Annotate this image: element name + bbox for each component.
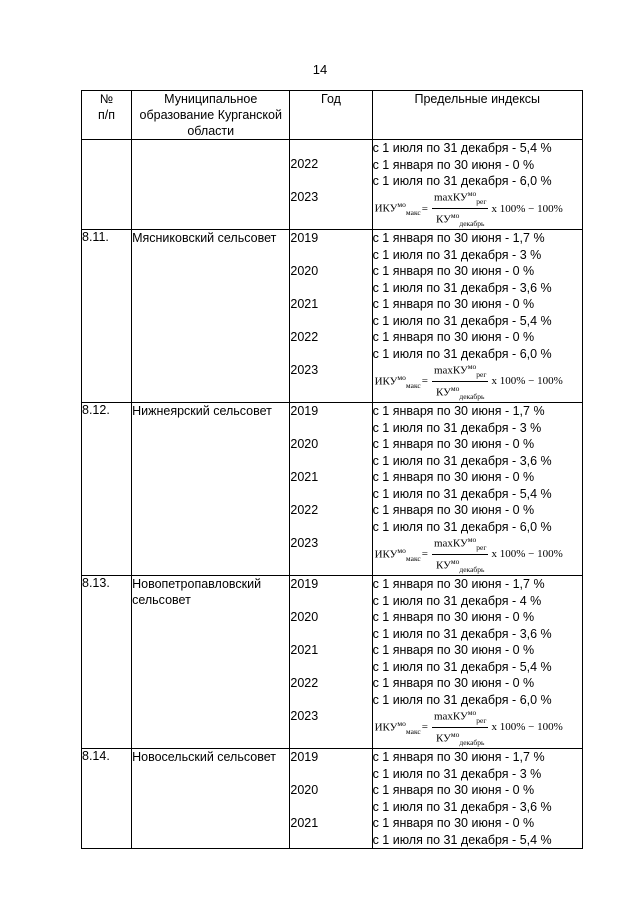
index-line: с 1 января по 30 июня - 0 % [372,264,535,278]
year-cell: 2022 [290,330,319,344]
index-line: с 1 июля по 31 декабря - 3 % [372,766,542,781]
formula-eq: = [421,721,428,733]
formula-fraction: $\frac{\max КУ^{мо}_{рег}}{КУ^{мо}_{декабрь}}$ [433,189,487,228]
formula [373,362,582,400]
row-num: 8.14. [82,749,132,849]
index-line: с 1 января по 30 июня - 0 % [372,676,535,690]
index-line: с 1 января по 30 июня - 1,7 % [372,231,545,245]
year-cell: 2019 [290,577,319,591]
index-line: с 1 января по 30 июня - 0 % [372,643,535,657]
index-line: с 1 июля по 31 декабря - 6,0 % [372,346,552,361]
year-cell: 2023 [290,709,319,723]
year-cell: 2023 [290,190,319,204]
index-line: с 1 июля по 31 декабря - 6,0 % [372,519,552,534]
year-cell: 2021 [290,297,319,311]
header-indices: Предельные индексы [372,91,582,140]
formula [373,190,582,228]
index-line: с 1 января по 30 июня - 0 % [372,470,535,484]
row-name: Новопетропавловский сельсовет [132,576,290,749]
formula-eq: = [421,548,428,560]
formula-lhs: $ИКУ^{мо}_{макс}$ [374,372,421,390]
formula-eq: = [421,375,428,387]
formula-tail: x 100% − 100% [491,375,563,387]
index-line: с 1 июля по 31 декабря - 3 % [372,247,542,262]
table-header-row [82,91,583,140]
index-line: с 1 января по 30 июня - 0 % [372,330,535,344]
row-name: Нижнеярский сельсовет [132,403,290,576]
index-line: с 1 января по 30 июня - 0 % [372,816,535,830]
indices-table [81,90,583,849]
year-cell: 2020 [290,783,319,797]
index-line: с 1 января по 30 июня - 1,7 % [372,577,545,591]
index-line: с 1 июля по 31 декабря - 5,4 % [372,313,552,328]
formula-tail: x 100% − 100% [491,202,563,215]
table-row [82,140,583,230]
row-years [290,749,372,849]
row-years [290,403,372,576]
year-cell: 2023 [290,363,319,377]
index-line: с 1 июля по 31 декабря - 3,6 % [372,799,552,814]
year-cell: 2021 [290,816,319,830]
index-line: с 1 января по 30 июня - 1,7 % [372,404,545,418]
spacer [290,140,371,156]
row-years [290,140,372,230]
year-cell: 2020 [290,437,319,451]
index-line: с 1 января по 30 июня - 0 % [372,297,535,311]
header-num: № п/п [82,91,132,140]
year-cell: 2022 [290,676,319,690]
formula-eq: = [421,202,428,215]
row-num [82,140,132,230]
index-line: с 1 января по 30 июня - 0 % [372,437,535,451]
index-line: с 1 июля по 31 декабря - 5,4 % [372,141,552,155]
index-line: с 1 января по 30 июня - 0 % [372,610,535,624]
formula-lhs: $ИКУ^{мо}_{макс}$ [374,545,421,563]
index-line: с 1 июля по 31 декабря - 6,0 % [372,174,552,188]
row-years [290,230,372,403]
index-line: с 1 июля по 31 декабря - 5,4 % [372,486,552,501]
year-cell: 2020 [290,610,319,624]
header-year: Год [290,91,372,140]
row-indices [372,749,582,849]
formula-tail: x 100% − 100% [491,548,563,560]
row-name: Новосельский сельсовет [132,749,290,849]
index-line: с 1 января по 30 июня - 0 % [372,157,535,172]
index-line: с 1 июля по 31 декабря - 3,6 % [372,280,552,295]
formula [373,708,582,746]
index-line: с 1 января по 30 июня - 0 % [372,503,535,517]
index-line: с 1 июля по 31 декабря - 6,0 % [372,692,552,707]
row-years [290,576,372,749]
row-indices [372,230,582,403]
index-line: с 1 июля по 31 декабря - 3,6 % [372,453,552,468]
row-indices [372,403,582,576]
formula-tail: x 100% − 100% [491,721,563,733]
year-cell: 2021 [290,643,319,657]
year-cell: 2023 [290,536,319,550]
year-cell: 2020 [290,264,319,278]
index-line: с 1 июля по 31 декабря - 4 % [372,593,542,608]
row-indices [372,140,582,230]
table-row [82,576,583,749]
formula-fraction: $\frac{\max КУ^{мо}_{рег}}{КУ^{мо}_{декабрь}}$ [433,707,487,747]
year-cell: 2021 [290,470,319,484]
index-line: с 1 января по 30 июня - 0 % [372,783,535,797]
year-cell: 2019 [290,231,319,245]
table-row [82,230,583,403]
row-num: 8.12. [82,403,132,576]
row-name [132,140,290,230]
year-cell: 2019 [290,750,319,764]
year-cell: 2022 [290,503,319,517]
index-line: с 1 июля по 31 декабря - 3,6 % [372,626,552,641]
row-num: 8.11. [82,230,132,403]
index-line: с 1 июля по 31 декабря - 5,4 % [372,832,552,847]
formula-fraction: $\frac{\max КУ^{мо}_{рег}}{КУ^{мо}_{декабрь}}$ [433,361,487,401]
header-municipality: Муниципальное образование Курганской области [132,91,290,140]
year-cell: 2022 [290,157,319,171]
row-indices [372,576,582,749]
year-cell: 2019 [290,404,319,418]
formula-lhs: $ИКУ^{мо}_{макс}$ [374,200,421,217]
formula-lhs: $ИКУ^{мо}_{макс}$ [374,718,421,736]
index-line: с 1 июля по 31 декабря - 3 % [372,420,542,435]
row-num: 8.13. [82,576,132,749]
page-number: 14 [312,62,328,77]
table-row [82,749,583,849]
index-line: с 1 июля по 31 декабря - 5,4 % [372,659,552,674]
table-row [82,403,583,576]
index-line: с 1 января по 30 июня - 1,7 % [372,750,545,764]
formula [373,535,582,573]
formula-fraction: $\frac{\max КУ^{мо}_{рег}}{КУ^{мо}_{декабрь}}$ [433,534,487,574]
row-name: Мясниковский сельсовет [132,230,290,403]
